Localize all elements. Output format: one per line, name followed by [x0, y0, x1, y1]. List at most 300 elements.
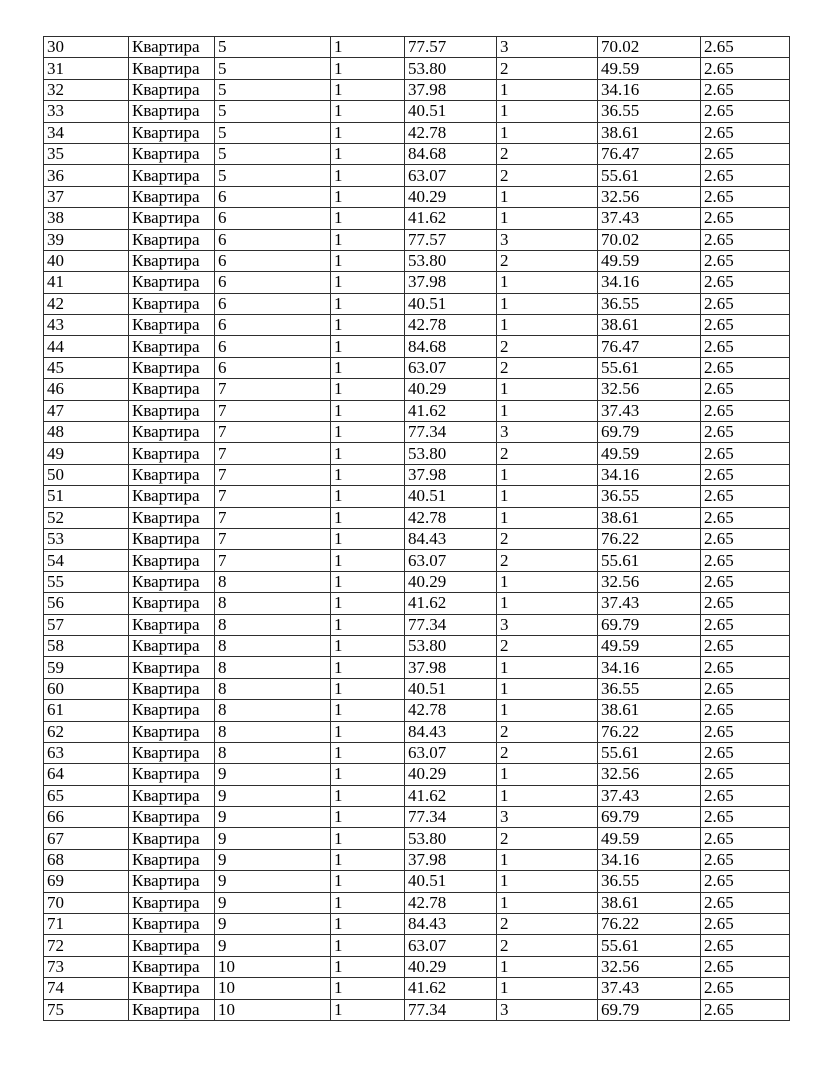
table-row [44, 58, 790, 79]
table-cell: 3 [497, 422, 598, 443]
table-cell: 51 [44, 486, 129, 507]
table-cell: Квартира [129, 250, 215, 271]
table-cell: 1 [497, 978, 598, 999]
table-row [44, 250, 790, 271]
table-cell: 2 [497, 165, 598, 186]
table-cell: 1 [331, 678, 405, 699]
table-row [44, 635, 790, 656]
table-cell: 2.65 [701, 657, 790, 678]
table-cell: 84.43 [405, 721, 497, 742]
table-cell: 9 [215, 849, 331, 870]
table-cell: 1 [331, 721, 405, 742]
table-cell: 9 [215, 785, 331, 806]
table-cell: 1 [497, 186, 598, 207]
table-cell: 8 [215, 593, 331, 614]
table-cell: Квартира [129, 764, 215, 785]
table-cell: 6 [215, 272, 331, 293]
table-cell: Квартира [129, 58, 215, 79]
table-cell: 30 [44, 37, 129, 58]
table-cell: 7 [215, 443, 331, 464]
table-cell: 36.55 [598, 101, 701, 122]
table-cell: 7 [215, 379, 331, 400]
table-cell: Квартира [129, 357, 215, 378]
table-cell: 2.65 [701, 892, 790, 913]
table-row [44, 507, 790, 528]
table-cell: 2.65 [701, 165, 790, 186]
table-cell: 49.59 [598, 635, 701, 656]
table-cell: 1 [331, 892, 405, 913]
table-cell: 37.98 [405, 464, 497, 485]
table-cell: Квартира [129, 742, 215, 763]
table-cell: 53.80 [405, 828, 497, 849]
table-cell: 6 [215, 336, 331, 357]
table-cell: 1 [497, 379, 598, 400]
table-cell: 1 [497, 849, 598, 870]
table-cell: Квартира [129, 635, 215, 656]
table-cell: 1 [331, 742, 405, 763]
table-cell: 1 [497, 79, 598, 100]
table-cell: 7 [215, 464, 331, 485]
table-cell: 10 [215, 999, 331, 1020]
table-row [44, 165, 790, 186]
table-cell: 33 [44, 101, 129, 122]
table-cell: 38 [44, 208, 129, 229]
table-row [44, 272, 790, 293]
table-cell: Квартира [129, 229, 215, 250]
table-cell: 49.59 [598, 250, 701, 271]
table-cell: 32.56 [598, 186, 701, 207]
table-cell: 1 [331, 999, 405, 1020]
table-cell: 7 [215, 422, 331, 443]
table-cell: Квартира [129, 593, 215, 614]
table-cell: 2.65 [701, 250, 790, 271]
table-cell: 9 [215, 764, 331, 785]
table-row [44, 336, 790, 357]
table-cell: 2 [497, 250, 598, 271]
table-cell: 84.43 [405, 914, 497, 935]
table-row [44, 208, 790, 229]
table-cell: Квартира [129, 400, 215, 421]
table-cell: Квартира [129, 79, 215, 100]
table-row [44, 828, 790, 849]
table-cell: 3 [497, 229, 598, 250]
table-cell: 70.02 [598, 37, 701, 58]
table-row [44, 186, 790, 207]
table-cell: 7 [215, 550, 331, 571]
table-cell: 74 [44, 978, 129, 999]
table-cell: 41.62 [405, 978, 497, 999]
table-cell: 1 [331, 935, 405, 956]
table-cell: 47 [44, 400, 129, 421]
table-row [44, 956, 790, 977]
table-cell: 1 [331, 400, 405, 421]
table-cell: 10 [215, 956, 331, 977]
table-cell: 63.07 [405, 357, 497, 378]
table-cell: 1 [331, 807, 405, 828]
table-row [44, 978, 790, 999]
table-cell: Квартира [129, 37, 215, 58]
table-cell: 54 [44, 550, 129, 571]
table-cell: 9 [215, 935, 331, 956]
table-cell: 2.65 [701, 272, 790, 293]
table-cell: Квартира [129, 914, 215, 935]
table-cell: 2.65 [701, 186, 790, 207]
table-cell: 1 [331, 293, 405, 314]
table-cell: 42.78 [405, 507, 497, 528]
table-cell: 37.98 [405, 79, 497, 100]
table-cell: 31 [44, 58, 129, 79]
table-row [44, 357, 790, 378]
table-cell: 1 [331, 956, 405, 977]
table-cell: 1 [497, 657, 598, 678]
table-row [44, 464, 790, 485]
table-cell: 77.34 [405, 422, 497, 443]
table-cell: Квартира [129, 528, 215, 549]
table-cell: 37.43 [598, 978, 701, 999]
table-row [44, 101, 790, 122]
table-cell: 8 [215, 721, 331, 742]
table-row [44, 422, 790, 443]
table-row [44, 678, 790, 699]
table-cell: 1 [331, 507, 405, 528]
table-cell: 70.02 [598, 229, 701, 250]
table-cell: 38.61 [598, 700, 701, 721]
table-cell: 38.61 [598, 315, 701, 336]
table-cell: 1 [497, 122, 598, 143]
table-cell: 53.80 [405, 635, 497, 656]
table-cell: 6 [215, 208, 331, 229]
table-cell: 6 [215, 293, 331, 314]
table-cell: 8 [215, 571, 331, 592]
table-cell: 77.34 [405, 614, 497, 635]
table-cell: 2.65 [701, 999, 790, 1020]
table-cell: 1 [331, 550, 405, 571]
table-cell: 1 [331, 593, 405, 614]
table-cell: 1 [331, 764, 405, 785]
table-cell: Квартира [129, 272, 215, 293]
table-cell: 2 [497, 914, 598, 935]
table-cell: 1 [331, 250, 405, 271]
table-cell: 2.65 [701, 956, 790, 977]
table-cell: 36.55 [598, 293, 701, 314]
table-cell: 68 [44, 849, 129, 870]
table-cell: 69.79 [598, 807, 701, 828]
table-cell: 37.98 [405, 657, 497, 678]
table-cell: 10 [215, 978, 331, 999]
table-cell: 1 [331, 700, 405, 721]
table-cell: 70 [44, 892, 129, 913]
table-cell: 76.47 [598, 336, 701, 357]
table-cell: 2.65 [701, 58, 790, 79]
table-row [44, 315, 790, 336]
table-cell: 76.47 [598, 143, 701, 164]
table-cell: Квартира [129, 828, 215, 849]
table-cell: Квартира [129, 614, 215, 635]
table-cell: Квартира [129, 186, 215, 207]
table-cell: 1 [331, 186, 405, 207]
table-cell: 69.79 [598, 999, 701, 1020]
table-cell: 1 [331, 486, 405, 507]
table-cell: 2.65 [701, 935, 790, 956]
apartments-table [43, 36, 790, 1021]
table-row [44, 593, 790, 614]
table-cell: 1 [331, 379, 405, 400]
table-cell: 64 [44, 764, 129, 785]
table-cell: 2 [497, 143, 598, 164]
table-cell: 2.65 [701, 593, 790, 614]
table-cell: 53.80 [405, 443, 497, 464]
table-cell: 5 [215, 143, 331, 164]
table-cell: Квартира [129, 464, 215, 485]
table-cell: 77.57 [405, 229, 497, 250]
table-cell: 53.80 [405, 250, 497, 271]
table-cell: 1 [497, 764, 598, 785]
table-cell: 9 [215, 828, 331, 849]
table-cell: Квартира [129, 978, 215, 999]
table-cell: 1 [331, 571, 405, 592]
table-cell: 2.65 [701, 700, 790, 721]
table-cell: 63.07 [405, 550, 497, 571]
table-cell: 84.68 [405, 143, 497, 164]
table-cell: 2 [497, 828, 598, 849]
table-cell: 2.65 [701, 871, 790, 892]
table-cell: 50 [44, 464, 129, 485]
table-cell: 1 [331, 208, 405, 229]
table-cell: 8 [215, 678, 331, 699]
table-cell: 2.65 [701, 614, 790, 635]
table-cell: 76.22 [598, 914, 701, 935]
table-cell: 63 [44, 742, 129, 763]
table-cell: 1 [331, 143, 405, 164]
table-row [44, 486, 790, 507]
table-cell: 49.59 [598, 443, 701, 464]
table-cell: 5 [215, 79, 331, 100]
table-cell: 34.16 [598, 464, 701, 485]
table-cell: 8 [215, 635, 331, 656]
table-row [44, 528, 790, 549]
table-cell: 2 [497, 443, 598, 464]
table-cell: 1 [331, 914, 405, 935]
table-cell: 1 [497, 272, 598, 293]
table-cell: 1 [497, 571, 598, 592]
table-cell: 37.43 [598, 593, 701, 614]
table-cell: 1 [497, 593, 598, 614]
table-cell: 1 [497, 101, 598, 122]
table-cell: 8 [215, 742, 331, 763]
table-row [44, 571, 790, 592]
table-cell: 41.62 [405, 400, 497, 421]
table-cell: 40.29 [405, 764, 497, 785]
table-cell: 1 [497, 956, 598, 977]
table-cell: 3 [497, 807, 598, 828]
table-cell: 8 [215, 614, 331, 635]
table-cell: 2.65 [701, 785, 790, 806]
table-cell: Квартира [129, 208, 215, 229]
table-cell: 2 [497, 742, 598, 763]
table-cell: 40.51 [405, 101, 497, 122]
table-cell: Квартира [129, 165, 215, 186]
table-cell: Квартира [129, 315, 215, 336]
table-cell: 1 [331, 37, 405, 58]
table-cell: 1 [331, 464, 405, 485]
table-cell: 42 [44, 293, 129, 314]
table-cell: 9 [215, 914, 331, 935]
table-cell: 42.78 [405, 892, 497, 913]
table-cell: 41.62 [405, 785, 497, 806]
table-cell: Квартира [129, 293, 215, 314]
table-cell: Квартира [129, 785, 215, 806]
table-cell: 5 [215, 165, 331, 186]
table-cell: 1 [331, 871, 405, 892]
table-cell: Квартира [129, 571, 215, 592]
table-cell: 2.65 [701, 914, 790, 935]
table-cell: 1 [331, 849, 405, 870]
table-cell: 49.59 [598, 828, 701, 849]
table-cell: 2 [497, 721, 598, 742]
table-cell: 40.51 [405, 678, 497, 699]
table-cell: 40.51 [405, 871, 497, 892]
table-cell: 1 [331, 79, 405, 100]
table-cell: 38.61 [598, 507, 701, 528]
table-cell: 2.65 [701, 357, 790, 378]
table-cell: 1 [331, 357, 405, 378]
table-cell: 77.57 [405, 37, 497, 58]
table-cell: 37.43 [598, 400, 701, 421]
table-row [44, 400, 790, 421]
table-cell: 53.80 [405, 58, 497, 79]
table-cell: 2.65 [701, 978, 790, 999]
table-cell: Квартира [129, 379, 215, 400]
table-cell: 37 [44, 186, 129, 207]
table-cell: 34.16 [598, 79, 701, 100]
table-cell: 40.29 [405, 379, 497, 400]
table-cell: 1 [331, 443, 405, 464]
table-cell: 2.65 [701, 635, 790, 656]
table-cell: Квартира [129, 507, 215, 528]
table-cell: Квартира [129, 892, 215, 913]
table-cell: 37.43 [598, 785, 701, 806]
table-cell: 36.55 [598, 486, 701, 507]
table-cell: 46 [44, 379, 129, 400]
table-cell: 69 [44, 871, 129, 892]
table-cell: 40.51 [405, 486, 497, 507]
table-cell: 2.65 [701, 143, 790, 164]
table-cell: 56 [44, 593, 129, 614]
table-cell: 76.22 [598, 721, 701, 742]
table-cell: Квартира [129, 443, 215, 464]
table-cell: 55.61 [598, 742, 701, 763]
table-row [44, 742, 790, 763]
table-row [44, 37, 790, 58]
table-cell: 3 [497, 37, 598, 58]
table-cell: 62 [44, 721, 129, 742]
table-cell: 40.29 [405, 186, 497, 207]
table-cell: 2 [497, 935, 598, 956]
table-cell: 76.22 [598, 528, 701, 549]
table-cell: 1 [497, 892, 598, 913]
table-cell: 2 [497, 357, 598, 378]
table-cell: 37.98 [405, 272, 497, 293]
table-cell: 43 [44, 315, 129, 336]
table-cell: 2.65 [701, 79, 790, 100]
table-cell: 2.65 [701, 507, 790, 528]
table-cell: 5 [215, 37, 331, 58]
table-row [44, 999, 790, 1020]
table-cell: 32.56 [598, 571, 701, 592]
table-cell: 67 [44, 828, 129, 849]
table-cell: 53 [44, 528, 129, 549]
table-cell: 6 [215, 250, 331, 271]
table-cell: 52 [44, 507, 129, 528]
table-cell: 72 [44, 935, 129, 956]
table-cell: 2.65 [701, 315, 790, 336]
table-cell: 41.62 [405, 593, 497, 614]
table-cell: 40.29 [405, 956, 497, 977]
table-cell: 45 [44, 357, 129, 378]
table-cell: 9 [215, 892, 331, 913]
table-cell: Квартира [129, 101, 215, 122]
table-cell: 1 [497, 486, 598, 507]
table-cell: 1 [497, 315, 598, 336]
table-cell: 1 [331, 122, 405, 143]
table-cell: 1 [331, 614, 405, 635]
table-cell: 41 [44, 272, 129, 293]
table-cell: Квартира [129, 721, 215, 742]
table-cell: 2.65 [701, 742, 790, 763]
table-cell: 42.78 [405, 700, 497, 721]
table-row [44, 785, 790, 806]
table-cell: Квартира [129, 849, 215, 870]
table-cell: Квартира [129, 422, 215, 443]
table-row [44, 892, 790, 913]
table-cell: 2.65 [701, 379, 790, 400]
table-cell: 2.65 [701, 37, 790, 58]
table-cell: 84.43 [405, 528, 497, 549]
table-cell: 34.16 [598, 657, 701, 678]
table-cell: 1 [331, 657, 405, 678]
table-row [44, 293, 790, 314]
table-cell: 2.65 [701, 571, 790, 592]
table-cell: 41.62 [405, 208, 497, 229]
table-cell: 9 [215, 871, 331, 892]
table-row [44, 914, 790, 935]
apartments-table-body [44, 37, 790, 1021]
table-row [44, 849, 790, 870]
table-cell: 1 [497, 785, 598, 806]
table-row [44, 443, 790, 464]
table-cell: 2 [497, 58, 598, 79]
table-cell: 37.43 [598, 208, 701, 229]
table-cell: 73 [44, 956, 129, 977]
table-cell: 2.65 [701, 486, 790, 507]
table-cell: 2.65 [701, 229, 790, 250]
table-cell: 5 [215, 122, 331, 143]
table-cell: 1 [331, 528, 405, 549]
table-cell: 1 [497, 293, 598, 314]
table-cell: 1 [497, 871, 598, 892]
table-cell: 1 [497, 208, 598, 229]
table-cell: 42.78 [405, 315, 497, 336]
table-cell: Квартира [129, 678, 215, 699]
table-cell: 32.56 [598, 764, 701, 785]
table-row [44, 614, 790, 635]
table-cell: 2.65 [701, 721, 790, 742]
table-cell: 63.07 [405, 165, 497, 186]
table-cell: Квартира [129, 143, 215, 164]
table-cell: 36.55 [598, 678, 701, 699]
table-cell: 37.98 [405, 849, 497, 870]
table-cell: 1 [331, 165, 405, 186]
